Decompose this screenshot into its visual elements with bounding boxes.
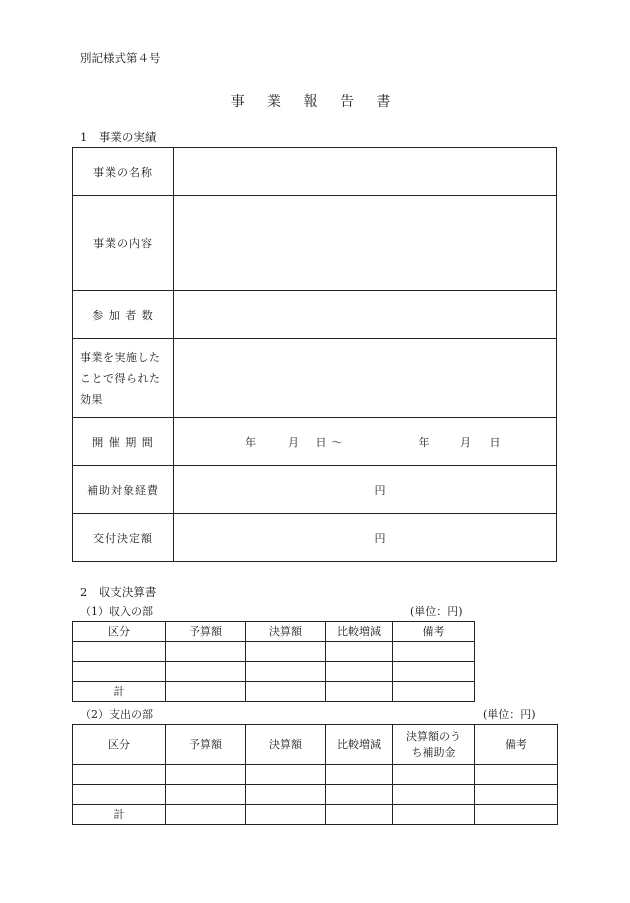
row-participants: [73, 291, 557, 339]
end-day-unit: 日: [489, 435, 501, 449]
income-table: [72, 621, 475, 702]
value-period[interactable]: [174, 418, 557, 466]
expenditure-unit: (単位：円): [483, 708, 536, 721]
label-period: 開 催 期 間: [73, 418, 174, 466]
income-header-difference: 比較増減: [326, 622, 393, 642]
income-total-label: 計: [73, 682, 166, 702]
cell[interactable]: [73, 765, 166, 785]
cell[interactable]: [73, 642, 166, 662]
row-business-name: [73, 148, 557, 196]
label-grant: 交付決定額: [73, 514, 174, 562]
cell[interactable]: [326, 805, 393, 825]
start-month-unit: 月: [288, 435, 299, 449]
start-day-unit: 日: [315, 435, 327, 449]
row-effect: [73, 339, 557, 418]
cell[interactable]: [166, 662, 246, 682]
expenditure-total-row: [73, 805, 558, 825]
cell[interactable]: [326, 765, 393, 785]
cell[interactable]: [393, 765, 475, 785]
value-expense[interactable]: [174, 466, 557, 514]
cell[interactable]: [246, 785, 326, 805]
subsidy-line1: 決算額のう: [406, 729, 461, 743]
cell[interactable]: [393, 785, 475, 805]
income-header-settlement: 決算額: [246, 622, 326, 642]
expenditure-header-budget: 予算額: [166, 725, 246, 765]
cell[interactable]: [326, 785, 393, 805]
label-participants: 参 加 者 数: [73, 291, 174, 339]
cell[interactable]: [246, 805, 326, 825]
cell[interactable]: [246, 642, 326, 662]
income-header-budget: 予算額: [166, 622, 246, 642]
cell[interactable]: [246, 765, 326, 785]
period-tilde: ～: [331, 435, 343, 449]
section1-heading: 1 事業の実績: [80, 130, 157, 144]
cell[interactable]: [166, 805, 246, 825]
cell[interactable]: [475, 805, 558, 825]
expenditure-header-remarks: 備考: [475, 725, 558, 765]
cell[interactable]: [475, 785, 558, 805]
document-title: 事 業 報 告 書: [230, 94, 400, 110]
cell[interactable]: [393, 682, 475, 702]
cell[interactable]: [166, 765, 246, 785]
label-effect-line2: ことで得られた: [80, 371, 161, 385]
expenditure-header-settlement: 決算額: [246, 725, 326, 765]
value-business-content[interactable]: [174, 196, 557, 291]
row-period: [73, 418, 557, 466]
section2-heading: 2 収支決算書: [80, 585, 157, 599]
cell[interactable]: [73, 662, 166, 682]
start-year-unit: 年: [245, 435, 256, 449]
expenditure-header-subsidy: [393, 725, 475, 765]
row-expense: [73, 466, 557, 514]
label-expense: 補助対象経費: [73, 466, 174, 514]
cell[interactable]: [246, 662, 326, 682]
table-row: [73, 662, 475, 682]
form-number: 別記様式第４号: [80, 51, 161, 65]
expenditure-heading: （2）支出の部: [80, 708, 153, 721]
cell[interactable]: [166, 642, 246, 662]
income-unit: (単位：円): [410, 605, 463, 618]
cell[interactable]: [73, 785, 166, 805]
value-effect[interactable]: [174, 339, 557, 418]
expenditure-header-difference: 比較増減: [326, 725, 393, 765]
end-year-unit: 年: [418, 435, 430, 449]
cell[interactable]: [246, 682, 326, 702]
cell[interactable]: [393, 805, 475, 825]
subsidy-line2: ち補助金: [411, 745, 456, 759]
cell[interactable]: [393, 642, 475, 662]
expenditure-table: [72, 724, 558, 825]
income-heading: （1）収入の部: [80, 605, 153, 618]
income-total-row: [73, 682, 475, 702]
business-results-table: [72, 147, 557, 562]
grant-yen-unit: 円: [374, 531, 386, 545]
income-header-remarks: 備考: [393, 622, 475, 642]
label-business-name: 事業の名称: [73, 148, 174, 196]
cell[interactable]: [326, 662, 393, 682]
table-row: [73, 765, 558, 785]
expenditure-total-label: 計: [73, 805, 166, 825]
table-row: [73, 642, 475, 662]
income-header-category: 区分: [73, 622, 166, 642]
row-grant: [73, 514, 557, 562]
expenditure-header-row: [73, 725, 558, 765]
value-participants[interactable]: [174, 291, 557, 339]
cell[interactable]: [326, 642, 393, 662]
cell[interactable]: [475, 765, 558, 785]
label-effect-line1: 事業を実施した: [80, 350, 161, 364]
value-grant[interactable]: [174, 514, 557, 562]
row-business-content: [73, 196, 557, 291]
label-business-content: 事業の内容: [73, 196, 174, 291]
cell[interactable]: [326, 682, 393, 702]
cell[interactable]: [166, 682, 246, 702]
end-month-unit: 月: [460, 435, 471, 449]
value-business-name[interactable]: [174, 148, 557, 196]
label-effect-line3: 効果: [80, 392, 103, 406]
expense-yen-unit: 円: [374, 483, 386, 497]
income-header-row: [73, 622, 475, 642]
cell[interactable]: [166, 785, 246, 805]
cell[interactable]: [393, 662, 475, 682]
table-row: [73, 785, 558, 805]
label-effect: [73, 339, 174, 418]
expenditure-header-category: 区分: [73, 725, 166, 765]
